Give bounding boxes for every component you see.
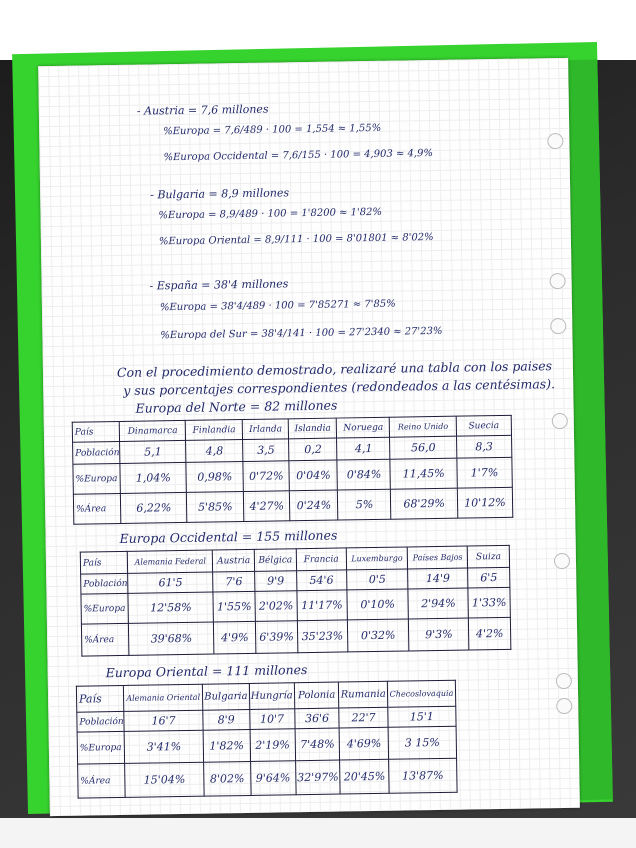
background-bottom xyxy=(0,818,636,848)
table-cell: 5,1 xyxy=(120,440,186,463)
table-cell: 10'7 xyxy=(249,709,294,730)
table-row-label: %Área xyxy=(73,493,121,524)
table-cell: 56,0 xyxy=(390,436,457,459)
table-cell: 32'97% xyxy=(295,760,340,795)
binder-hole xyxy=(550,318,566,334)
table-cell: 5'85% xyxy=(187,492,244,523)
table-cell: 11'17% xyxy=(297,590,347,621)
table-cell: 7'48% xyxy=(295,728,340,761)
binder-hole xyxy=(556,698,572,714)
table-cell: 4,8 xyxy=(186,440,243,463)
austria-percent-europe: %Europa = 7,6/489 · 100 = 1,554 ≈ 1,55% xyxy=(163,122,382,138)
table-cell: 16'7 xyxy=(124,710,203,731)
table-cell: 61'5 xyxy=(128,572,213,593)
austria-percent-region: %Europa Occidental = 7,6/155 · 100 = 4,903 ≈ 4,9% xyxy=(163,148,434,164)
table-header-cell: Reino Unido xyxy=(390,416,457,437)
table-header-cell: Suiza xyxy=(467,545,509,568)
table-title-north: Europa del Norte = 82 millones xyxy=(135,397,338,416)
table-cell: 14'9 xyxy=(408,568,468,589)
table-title-west: Europa Occidental = 155 millones xyxy=(119,527,338,546)
binder-hole xyxy=(556,673,572,689)
table-cell: 15'04% xyxy=(125,762,204,797)
binder-hole xyxy=(554,553,570,569)
bulgaria-percent-europe: %Europa = 8,9/489 · 100 = 1'8200 ≈ 1'82% xyxy=(158,206,383,222)
table-europa-norte xyxy=(72,415,514,525)
table-cell: 5% xyxy=(338,489,391,520)
table-cell: 9'64% xyxy=(250,761,296,796)
table-cell: 13'87% xyxy=(388,758,457,793)
table-header-cell: Finlandia xyxy=(185,420,242,441)
table-row-label: Población xyxy=(73,441,121,464)
table-row-label: Población xyxy=(81,573,129,594)
table-cell: 0'10% xyxy=(347,589,409,620)
table-header-cell: Suecia xyxy=(456,415,511,436)
table-cell: 4'9% xyxy=(214,621,256,654)
table-header-cell: Francia xyxy=(296,548,346,571)
table-header-cell: Irlanda xyxy=(242,419,288,440)
espana-percent-region: %Europa del Sur = 38'4/141 · 100 = 27'2340 ≈ 27'23% xyxy=(160,325,443,342)
table-cell: 10'12% xyxy=(457,487,513,518)
table-row xyxy=(81,617,510,656)
table-cell: 2'19% xyxy=(250,729,296,762)
table-europa-oriental xyxy=(76,680,458,799)
table-cell: 6'5 xyxy=(468,567,510,588)
table-cell: 0'04% xyxy=(289,460,338,491)
table-row-label: %Europa xyxy=(81,593,129,624)
table-header-cell: Checoslovaquia xyxy=(387,680,456,707)
table-header-cell: Austria xyxy=(213,549,255,572)
table-cell: 8'9 xyxy=(203,709,250,730)
table-header-cell: Dinamarca xyxy=(119,420,185,441)
table-cell: 9'9 xyxy=(255,571,297,592)
table-cell: 8,3 xyxy=(456,435,511,458)
table-cell: 54'6 xyxy=(296,570,346,591)
table-cell: 0'32% xyxy=(347,619,409,652)
intro-line-1: Con el procedimiento demostrado, realizaré una tabla con los paises xyxy=(116,358,553,381)
espana-percent-europe: %Europa = 38'4/489 · 100 = 7'85271 ≈ 7'85% xyxy=(159,298,396,314)
table-cell: 2'02% xyxy=(255,591,297,622)
table-header-cell: Noruega xyxy=(337,417,390,438)
table-cell: 4'27% xyxy=(244,491,290,522)
table-row-label: %Área xyxy=(81,623,129,656)
table-header-cell: Polonia xyxy=(294,682,339,709)
table-cell: 4'69% xyxy=(340,727,389,760)
espana-heading: - España = 38'4 millones xyxy=(149,277,289,293)
table-cell: 1'82% xyxy=(203,729,250,762)
table-cell: 3,5 xyxy=(243,439,289,462)
table-cell: 15'1 xyxy=(388,706,456,727)
table-cell: 3 15% xyxy=(388,726,457,759)
table-header-cell: Rumania xyxy=(339,681,388,708)
table-header-cell: Bulgaria xyxy=(202,683,249,710)
table-cell: 1,04% xyxy=(120,462,186,493)
table-cell: 1'33% xyxy=(468,587,510,618)
table-cell: 7'6 xyxy=(213,571,255,592)
binder-hole xyxy=(549,273,565,289)
table-cell: 35'23% xyxy=(297,620,347,653)
binder-hole xyxy=(547,133,563,149)
table-cell: 36'6 xyxy=(295,708,340,729)
table-header-cell: País xyxy=(76,685,124,712)
intro-line-2: y sus porcentajes correspondientes (redondeados a las centésimas). xyxy=(123,376,556,398)
table-cell: 0'5 xyxy=(346,569,408,590)
table-cell: 8'02% xyxy=(204,761,251,796)
table-cell: 1'7% xyxy=(457,457,513,488)
table-cell: 4'2% xyxy=(469,617,511,650)
table-header-cell: País xyxy=(80,551,128,574)
table-europa-occidental xyxy=(80,545,512,657)
table-cell: 9'3% xyxy=(409,618,469,651)
table-cell: 68'29% xyxy=(391,488,458,519)
table-cell: 1'55% xyxy=(213,591,255,622)
table-cell: 2'94% xyxy=(408,588,468,619)
table-cell: 6,22% xyxy=(121,492,187,523)
table-cell: 22'7 xyxy=(339,707,388,728)
table-cell: 39'68% xyxy=(129,622,215,655)
table-cell: 0,2 xyxy=(289,438,338,461)
binder-hole xyxy=(552,413,568,429)
table-cell: 20'45% xyxy=(340,759,389,794)
notebook-page xyxy=(38,58,580,816)
table-cell: 11,45% xyxy=(390,458,457,489)
table-header-cell: Alemania Federal xyxy=(128,550,213,573)
table-cell: 3'41% xyxy=(124,730,203,763)
table-row-label: %Europa xyxy=(73,463,121,494)
table-row-label: %Área xyxy=(78,763,126,798)
table-title-east: Europa Oriental = 111 millones xyxy=(105,662,308,681)
austria-heading: - Austria = 7,6 millones xyxy=(136,102,269,118)
table-header-cell: Islandia xyxy=(288,418,337,439)
table-cell: 0,98% xyxy=(186,462,243,493)
table-cell: 0'72% xyxy=(243,461,289,492)
table-row-label: Población xyxy=(77,711,125,732)
table-cell: 12'58% xyxy=(128,592,214,623)
table-header-cell: Bélgica xyxy=(254,549,296,572)
table-row-label: %Europa xyxy=(77,731,125,764)
table-cell: 6'39% xyxy=(255,621,297,654)
table-header-cell: Luxemburgo xyxy=(346,547,408,570)
table-header-cell: Países Bajos xyxy=(408,546,468,569)
table-cell: 0'24% xyxy=(290,490,339,521)
table-row xyxy=(78,758,457,798)
table-header-cell: Hungría xyxy=(249,683,295,710)
table-row xyxy=(73,487,512,524)
table-cell: 0'84% xyxy=(337,459,390,490)
table-header-cell: Alemania Oriental xyxy=(124,684,203,711)
bulgaria-heading: - Bulgaria = 8,9 millones xyxy=(150,186,290,202)
table-cell: 4,1 xyxy=(337,437,390,460)
table-header-cell: País xyxy=(72,421,120,442)
bulgaria-percent-region: %Europa Oriental = 8,9/111 · 100 = 8'01801 ≈ 8'02% xyxy=(158,232,434,248)
